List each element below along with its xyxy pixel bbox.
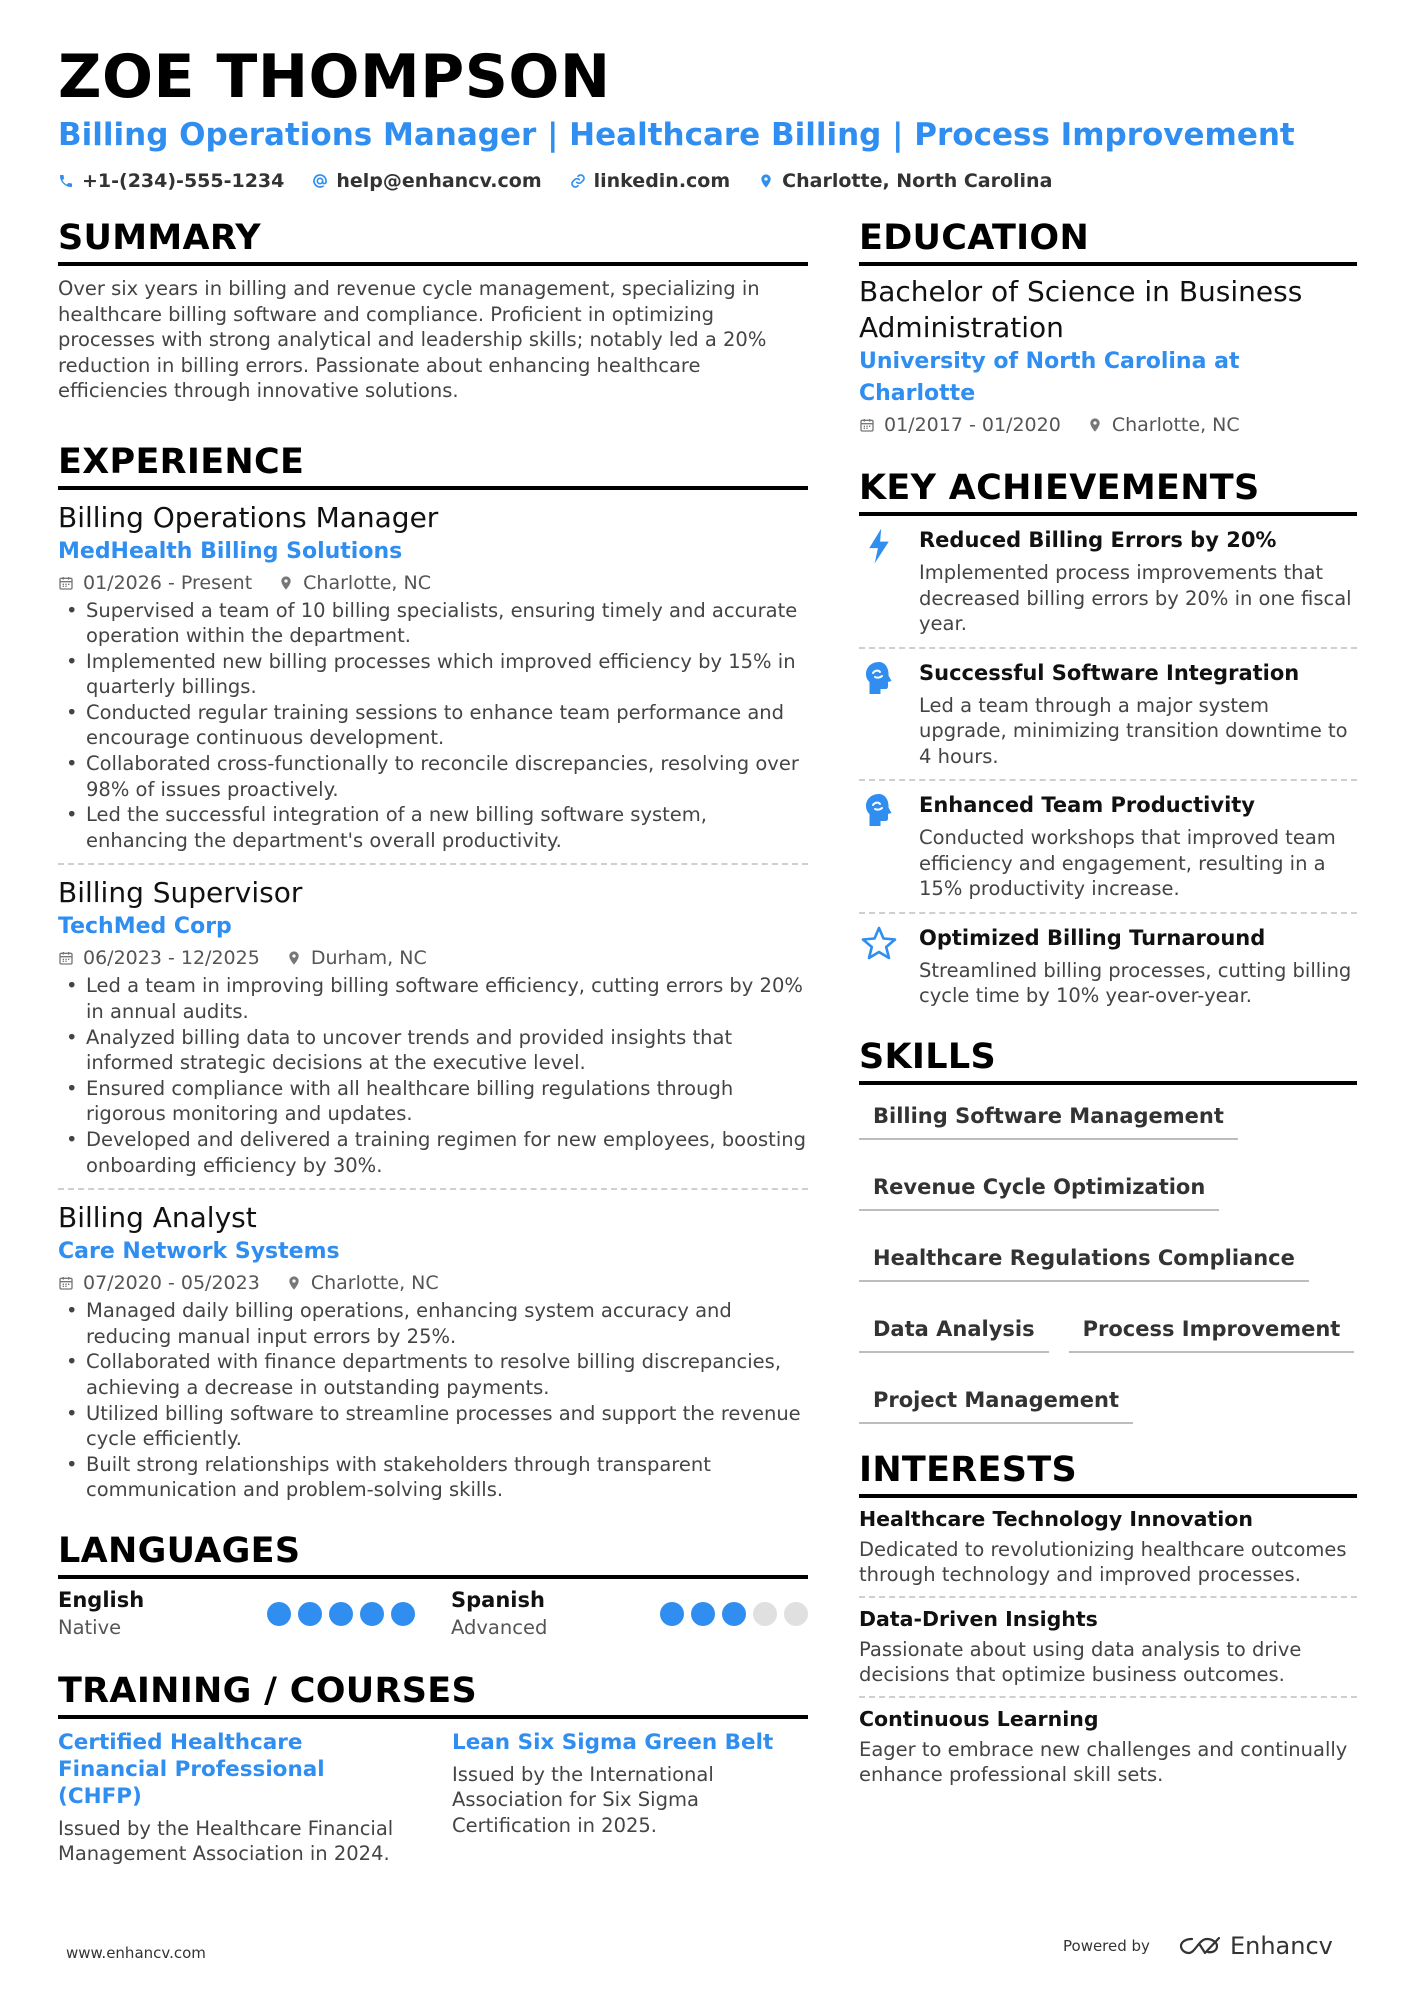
language-name: English <box>58 1587 145 1612</box>
job-title: Billing Analyst <box>58 1201 257 1235</box>
job-bullets <box>58 973 808 1178</box>
calendar-icon <box>859 416 875 434</box>
contact-email[interactable] <box>312 170 541 192</box>
skill-tag: Healthcare Regulations Compliance <box>859 1239 1309 1282</box>
rating-dot-filled <box>391 1602 415 1626</box>
phone-icon <box>58 172 74 190</box>
achievement-desc: Led a team through a major system upgrade, minimizing transition downtime to 4 hours. <box>919 693 1348 768</box>
skill-tag: Project Management <box>859 1381 1133 1424</box>
job-entry <box>58 490 808 866</box>
education-dates <box>859 410 1061 440</box>
job-meta <box>58 1268 808 1298</box>
rating-dot-filled <box>298 1602 322 1626</box>
summary-section <box>58 218 808 404</box>
course-desc: Issued by the International Association for Six Sigma Certification in 2025. <box>452 1762 714 1837</box>
education-school: University of North Carolina at Charlotte <box>859 349 1240 406</box>
achievement-title: Optimized Billing Turnaround <box>919 925 1266 950</box>
experience-heading: EXPERIENCE <box>58 442 808 490</box>
job-dates-text: 07/2020 - 05/2023 <box>83 1272 260 1295</box>
job-company: Care Network Systems <box>58 1239 340 1265</box>
head-brain-icon <box>863 661 895 695</box>
interest-title: Data-Driven Insights <box>859 1606 1098 1631</box>
rating-dot-filled <box>660 1602 684 1626</box>
education-heading: EDUCATION <box>859 218 1357 266</box>
job-bullet: • Analyzed billing data to uncover trends and provided insights that informed strategic decisions at the executive level. <box>58 1025 808 1076</box>
job-location-text: Charlotte, NC <box>303 571 431 594</box>
achievement-desc: Implemented process improvements that decreased billing errors by 20% in one fiscal year. <box>919 561 1352 635</box>
location-icon <box>758 172 774 190</box>
achievement-item <box>859 516 1357 649</box>
education-location <box>1087 410 1240 440</box>
job-entry <box>58 865 808 1190</box>
education-location-text: Charlotte, NC <box>1111 414 1240 436</box>
achievements-heading: KEY ACHIEVEMENTS <box>859 468 1357 516</box>
course-title: Lean Six Sigma Green Belt <box>452 1729 774 1755</box>
job-bullet: • Conducted regular training sessions to enhance team performance and encourage continuous development. <box>58 700 808 751</box>
education-dates-text: 01/2017 - 01/2020 <box>884 414 1061 436</box>
left-column <box>58 218 808 1867</box>
languages-heading: LANGUAGES <box>58 1531 808 1579</box>
achievement-desc: Conducted workshops that improved team efficiency and engagement, resulting in a 15% productivity increase. <box>919 826 1336 900</box>
course-item <box>452 1729 808 1867</box>
job-bullets <box>58 598 808 854</box>
achievement-item <box>859 914 1357 1019</box>
skill-tag: Process Improvement <box>1069 1310 1355 1353</box>
course-item <box>58 1729 414 1867</box>
job-bullet: • Supervised a team of 10 billing specialists, ensuring timely and accurate operation within the department. <box>58 598 808 649</box>
job-bullet: • Collaborated with finance departments to resolve billing discrepancies, achieving a decrease in outstanding payments. <box>58 1349 808 1400</box>
course-list <box>58 1729 808 1867</box>
calendar-icon <box>58 949 74 967</box>
job-title: Billing Supervisor <box>58 876 303 910</box>
training-heading: TRAINING / COURSES <box>58 1671 808 1719</box>
achievement-item <box>859 649 1357 782</box>
enhancv-logo-icon <box>1178 1935 1222 1957</box>
job-company: TechMed Corp <box>58 914 232 940</box>
job-bullet: • Led a team in improving billing software efficiency, cutting errors by 20% in annual audits. <box>58 973 808 1024</box>
achievement-item <box>859 781 1357 914</box>
skill-tag: Billing Software Management <box>859 1097 1238 1140</box>
interest-desc: Passionate about using data analysis to drive decisions that optimize business outcomes. <box>859 1637 1302 1686</box>
rating-dot-filled <box>722 1602 746 1626</box>
calendar-icon <box>58 1274 74 1292</box>
job-bullet: • Built strong relationships with stakeholders through transparent communication and problem-solving skills. <box>58 1452 808 1503</box>
interest-title: Healthcare Technology Innovation <box>859 1506 1253 1531</box>
achievement-desc: Streamlined billing processes, cutting billing cycle time by 10% year-over-year. <box>919 958 1352 1007</box>
skills-section <box>859 1037 1357 1424</box>
job-bullet: • Collaborated cross-functionally to reconcile discrepancies, resolving over 98% of issues proactively. <box>58 751 808 802</box>
job-bullet: • Implemented new billing processes which improved efficiency by 15% in quarterly billings. <box>58 649 808 700</box>
job-bullet: • Utilized billing software to streamline processes and support the revenue cycle efficiently. <box>58 1401 808 1452</box>
job-location <box>286 1268 439 1298</box>
interest-item <box>859 1698 1357 1796</box>
job-company: MedHealth Billing Solutions <box>58 538 403 564</box>
powered-by-label: Powered by <box>1063 1937 1150 1955</box>
rating-dot-empty <box>784 1602 808 1626</box>
skills-heading: SKILLS <box>859 1037 1357 1085</box>
job-location-text: Charlotte, NC <box>310 1272 439 1295</box>
contact-location <box>758 170 1052 192</box>
job-bullet: • Managed daily billing operations, enhancing system accuracy and reducing manual input errors by 25%. <box>58 1298 808 1349</box>
training-section <box>58 1671 808 1867</box>
rating-dot-filled <box>329 1602 353 1626</box>
contact-phone[interactable] <box>58 170 284 192</box>
job-meta <box>58 943 808 973</box>
languages-section <box>58 1531 808 1641</box>
contact-email-text: help@enhancv.com <box>336 170 542 192</box>
language-item <box>451 1587 808 1641</box>
footer-branding <box>1063 1932 1333 1960</box>
achievement-title: Reduced Billing Errors by 20% <box>919 528 1277 552</box>
location-icon <box>286 1274 302 1292</box>
location-icon <box>1087 416 1103 434</box>
link-icon <box>570 172 586 190</box>
interests-heading: INTERESTS <box>859 1450 1357 1498</box>
contact-linkedin[interactable] <box>570 170 731 192</box>
rating-dot-filled <box>267 1602 291 1626</box>
right-column <box>859 218 1357 1796</box>
course-title: Certified Healthcare Financial Professional (CHFP) <box>58 1729 325 1809</box>
job-bullet: • Led the successful integration of a new billing software system, enhancing the department's overall productivity. <box>58 802 808 853</box>
language-item <box>58 1587 415 1641</box>
calendar-icon <box>58 574 74 592</box>
job-dates <box>58 943 260 973</box>
achievement-title: Successful Software Integration <box>919 660 1300 685</box>
brand-name: Enhancv <box>1229 1932 1333 1960</box>
skill-tag: Revenue Cycle Optimization <box>859 1168 1219 1211</box>
job-bullet: • Ensured compliance with all healthcare billing regulations through rigorous monitoring and updates. <box>58 1076 808 1127</box>
summary-text: Over six years in billing and revenue cycle management, specializing in healthcare billing software and compliance. Proficient in optimizing processes with strong analytical and leadership skills; notably led a 20% reduction in billing errors. Passionate about enhancing healthcare efficiencies through innovative solutions. <box>58 277 767 402</box>
achievements-section <box>859 468 1357 1019</box>
education-degree: Bachelor of Science in Business Administration <box>859 275 1303 344</box>
summary-heading: SUMMARY <box>58 218 808 266</box>
at-icon <box>312 172 328 190</box>
brand-logo[interactable] <box>1178 1932 1333 1960</box>
interest-desc: Dedicated to revolutionizing healthcare outcomes through technology and improved processes. <box>859 1537 1347 1586</box>
job-bullet: • Developed and delivered a training regimen for new employees, boosting onboarding efficiency by 30%. <box>58 1127 808 1178</box>
lightning-icon <box>866 528 892 564</box>
education-section <box>859 218 1357 440</box>
contact-linkedin-text: linkedin.com <box>593 170 731 192</box>
job-dates-text: 01/2026 - Present <box>83 571 253 594</box>
head-brain-icon <box>863 793 895 827</box>
location-icon <box>278 574 294 592</box>
interest-desc: Eager to embrace new challenges and continually enhance professional skill sets. <box>859 1737 1348 1786</box>
location-icon <box>286 949 302 967</box>
achievement-title: Enhanced Team Productivity <box>919 793 1255 817</box>
job-location <box>286 943 427 973</box>
language-level: Advanced <box>451 1615 548 1639</box>
language-rating <box>267 1602 415 1626</box>
experience-section <box>58 442 808 1513</box>
skill-tag: Data Analysis <box>859 1310 1049 1353</box>
job-entry <box>58 1190 808 1513</box>
language-rating <box>660 1602 808 1626</box>
interest-item <box>859 1498 1357 1598</box>
interests-section <box>859 1450 1357 1796</box>
skill-list <box>859 1097 1357 1424</box>
interest-title: Continuous Learning <box>859 1706 1099 1731</box>
job-location-text: Durham, NC <box>310 947 427 970</box>
course-desc: Issued by the Healthcare Financial Management Association in 2024. <box>58 1816 394 1866</box>
contact-location-text: Charlotte, North Carolina <box>782 170 1053 192</box>
job-meta <box>58 568 808 598</box>
candidate-title: Billing Operations Manager | Healthcare Billing | Process Improvement <box>58 117 1295 153</box>
education-meta <box>859 410 1357 440</box>
star-icon <box>861 926 897 960</box>
contact-bar <box>58 170 1052 192</box>
job-location <box>278 568 431 598</box>
interest-item <box>859 1598 1357 1698</box>
rating-dot-filled <box>691 1602 715 1626</box>
job-dates <box>58 568 252 598</box>
language-level: Native <box>58 1615 122 1639</box>
contact-phone-text: +1-(234)-555-1234 <box>82 170 285 192</box>
language-list <box>58 1587 808 1641</box>
rating-dot-filled <box>360 1602 384 1626</box>
footer-website[interactable]: www.enhancv.com <box>66 1944 206 1962</box>
job-bullets <box>58 1298 808 1503</box>
job-dates <box>58 1268 260 1298</box>
job-dates-text: 06/2023 - 12/2025 <box>83 947 260 970</box>
job-title: Billing Operations Manager <box>58 500 439 534</box>
candidate-name: ZOE THOMPSON <box>58 42 611 112</box>
rating-dot-empty <box>753 1602 777 1626</box>
language-name: Spanish <box>451 1587 545 1612</box>
